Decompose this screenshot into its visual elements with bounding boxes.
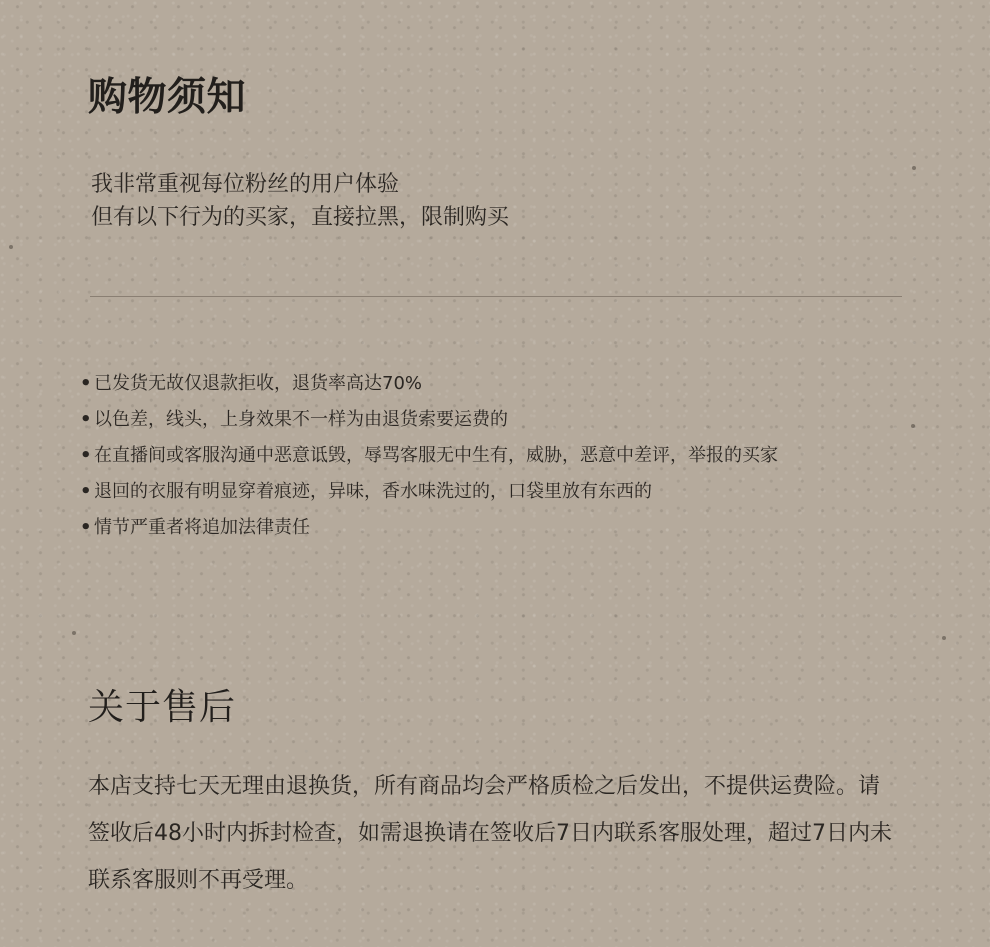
shopping-rules-list: [80, 366, 778, 546]
shopping-notice-intro-line: 但有以下行为的买家，直接拉黑，限制购买: [91, 205, 510, 230]
paper-speck: [72, 631, 76, 635]
shopping-rule-text: 已发货无故仅退款拒收，退货率高达70%: [94, 373, 423, 394]
paper-speck: [911, 424, 915, 428]
after-sales-policy-text: 本店支持七天无理由退换货，所有商品均会严格质检之后发出，不提供运费险。请签收后48小时内拆封检查，如需退换请在签收后7日内联系客服处理，超过7日内未联系客服则不再受理。: [88, 774, 892, 893]
shopping-rule-text: 在直播间或客服沟通中恶意诋毁，辱骂客服无中生有，威胁，恶意中差评，举报的买家: [94, 445, 778, 466]
paper-speck: [912, 166, 916, 170]
shopping-rule-item: [80, 510, 778, 546]
bullet-icon: •: [80, 517, 92, 538]
bullet-icon: •: [80, 481, 92, 502]
bullet-icon: •: [80, 409, 92, 430]
shopping-notice-intro-line: 我非常重视每位粉丝的用户体验: [91, 172, 400, 197]
bullet-icon: •: [80, 373, 92, 394]
shopping-rule-item: [80, 366, 778, 402]
shopping-rule-text: 退回的衣服有明显穿着痕迹，异味，香水味洗过的，口袋里放有东西的: [94, 481, 652, 502]
paper-speck: [9, 245, 13, 249]
shopping-rule-text: 情节严重者将追加法律责任: [94, 517, 310, 538]
shopping-rule-item: [80, 402, 778, 438]
shopping-notice-title: 购物须知: [88, 75, 247, 120]
after-sales-title: 关于售后: [88, 687, 237, 728]
paper-speck: [942, 636, 946, 640]
shopping-notice-intro: [91, 168, 509, 234]
bullet-icon: •: [80, 445, 92, 466]
shopping-rule-item: [80, 474, 778, 510]
shopping-rule-item: [80, 438, 778, 474]
section-divider: [90, 296, 902, 297]
shopping-rule-text: 以色差，线头，上身效果不一样为由退货索要运费的: [94, 409, 508, 430]
